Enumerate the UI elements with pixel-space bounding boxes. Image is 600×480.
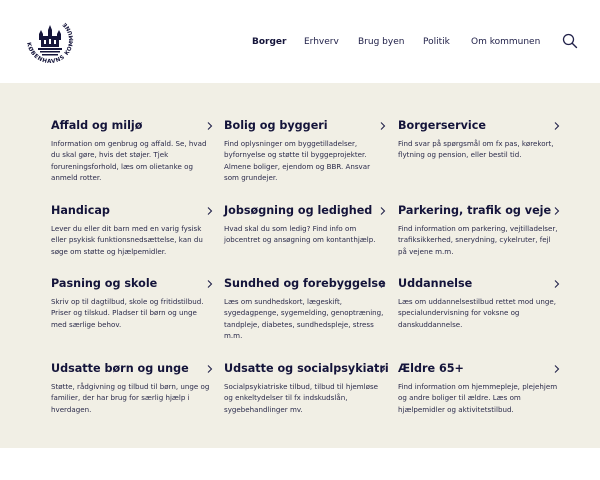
borger-topics-panel xyxy=(0,83,600,448)
topic-title[interactable]: Bolig og byggeri xyxy=(224,119,328,132)
chevron-right-icon[interactable] xyxy=(205,121,215,131)
topic-title[interactable]: Udsatte og socialpsykiatri xyxy=(224,362,389,375)
topic-title[interactable]: Udsatte børn og unge xyxy=(51,362,189,375)
topic-card[interactable] xyxy=(398,119,558,161)
topic-card[interactable] xyxy=(398,362,558,415)
nav-item-politik[interactable]: Politik xyxy=(423,37,450,47)
chevron-right-icon[interactable] xyxy=(205,279,215,289)
nav-borger[interactable] xyxy=(252,35,286,49)
chevron-right-icon[interactable] xyxy=(205,364,215,374)
topic-title[interactable]: Parkering, trafik og veje xyxy=(398,204,552,217)
topic-title[interactable]: Pasning og skole xyxy=(51,277,158,290)
chevron-right-icon[interactable] xyxy=(378,364,388,374)
topic-description: Find information om hjemmepleje, plejehjem og andre boliger til ældre. Læs om hjælpemidler og aktivitetstilbud. xyxy=(398,382,558,414)
castle-icon xyxy=(20,10,80,70)
topic-description: Skriv op til dagtilbud, skole og fritidstilbud. Priser og tilskud. Pladser til børn og unge med særlige behov. xyxy=(51,297,204,329)
topic-description: Læs om uddannelsestilbud rettet mod unge, specialundervisning for voksne og danskuddannelse. xyxy=(398,297,556,329)
search-button[interactable] xyxy=(562,33,578,49)
topic-card[interactable] xyxy=(398,204,558,257)
topic-title[interactable]: Sundhed og forebyggelse xyxy=(224,277,386,290)
nav-item-borger[interactable]: Borger xyxy=(252,37,287,47)
nav-erhverv[interactable] xyxy=(304,35,339,49)
kk-logo[interactable] xyxy=(20,10,80,70)
chevron-right-icon[interactable] xyxy=(378,121,388,131)
topic-title[interactable]: Uddannelse xyxy=(398,277,473,290)
nav-item-brug-byen[interactable]: Brug byen xyxy=(358,37,405,47)
chevron-right-icon[interactable] xyxy=(552,206,562,216)
nav-politik[interactable] xyxy=(423,35,450,49)
topic-card[interactable] xyxy=(51,119,211,183)
page-bottom xyxy=(0,448,600,480)
topic-title[interactable]: Jobsøgning og ledighed xyxy=(224,204,373,217)
chevron-right-icon[interactable] xyxy=(205,206,215,216)
logo-text: KØBENHAVNS KOMMUNE xyxy=(25,20,76,66)
topic-card[interactable] xyxy=(224,119,384,183)
search-icon xyxy=(562,33,578,49)
topic-title[interactable]: Handicap xyxy=(51,204,110,217)
topic-description: Støtte, rådgivning og tilbud til børn, unge og familier, der har brug for særlig hjælp i hverdagen. xyxy=(51,382,210,414)
topic-description: Læs om sundhedskort, lægeskift, sygedagpenge, sygemelding, genoptræning, tandpleje, diabetes, sundhedspleje, stress m.m. xyxy=(224,297,384,340)
topic-title[interactable]: Ældre 65+ xyxy=(398,362,464,375)
topic-description: Find oplysninger om byggetilladelser, byfornyelse og støtte til byggeprojekter. Almene boliger, ejendom og BBR. Ansvar som grundejer. xyxy=(224,139,371,182)
topic-title[interactable]: Borgerservice xyxy=(398,119,486,132)
topic-card[interactable] xyxy=(51,362,211,415)
topic-description: Hvad skal du som ledig? Find info om jobcentret og ansøgning om kontanthjælp. xyxy=(224,224,376,245)
nav-om-kommunen[interactable] xyxy=(471,35,540,49)
topic-card[interactable] xyxy=(224,362,389,415)
topic-card[interactable] xyxy=(398,277,558,330)
topic-description: Find svar på spørgsmål om fx pas, kørekort, flytning og pension, eller bestil tid. xyxy=(398,139,554,160)
topic-description: Information om genbrug og affald. Se, hvad du skal gøre, hvis det støjer. Tjek forureningsforhold, læs om olietanke og anmeld rotter. xyxy=(51,139,207,182)
chevron-right-icon[interactable] xyxy=(552,279,562,289)
chevron-right-icon[interactable] xyxy=(378,206,388,216)
nav-item-erhverv[interactable]: Erhverv xyxy=(304,37,339,47)
site-header xyxy=(0,0,600,83)
nav-brug-byen[interactable] xyxy=(358,35,404,49)
topic-title[interactable]: Affald og miljø xyxy=(51,119,143,132)
topic-card[interactable] xyxy=(51,277,211,330)
topic-description: Lever du eller dit barn med en varig fysisk eller psykisk funktionsnedsættelse, kan du søge om støtte og hjælpemidler. xyxy=(51,224,203,256)
topic-card[interactable] xyxy=(224,277,384,341)
topic-description: Find information om parkering, vejtilladelser, trafiksikkerhed, snerydning, cykelruter, fejl på vejene m.m. xyxy=(398,224,558,256)
topic-description: Socialpsykiatriske tilbud, tilbud til hjemløse og enkeltydelser til fx indskudslån, sygebehandlinger mv. xyxy=(224,382,378,414)
chevron-right-icon[interactable] xyxy=(378,279,388,289)
nav-item-om-kommunen[interactable]: Om kommunen xyxy=(471,37,541,47)
topic-card[interactable] xyxy=(51,204,211,257)
chevron-right-icon[interactable] xyxy=(552,364,562,374)
chevron-right-icon[interactable] xyxy=(552,121,562,131)
topic-card[interactable] xyxy=(224,204,384,246)
